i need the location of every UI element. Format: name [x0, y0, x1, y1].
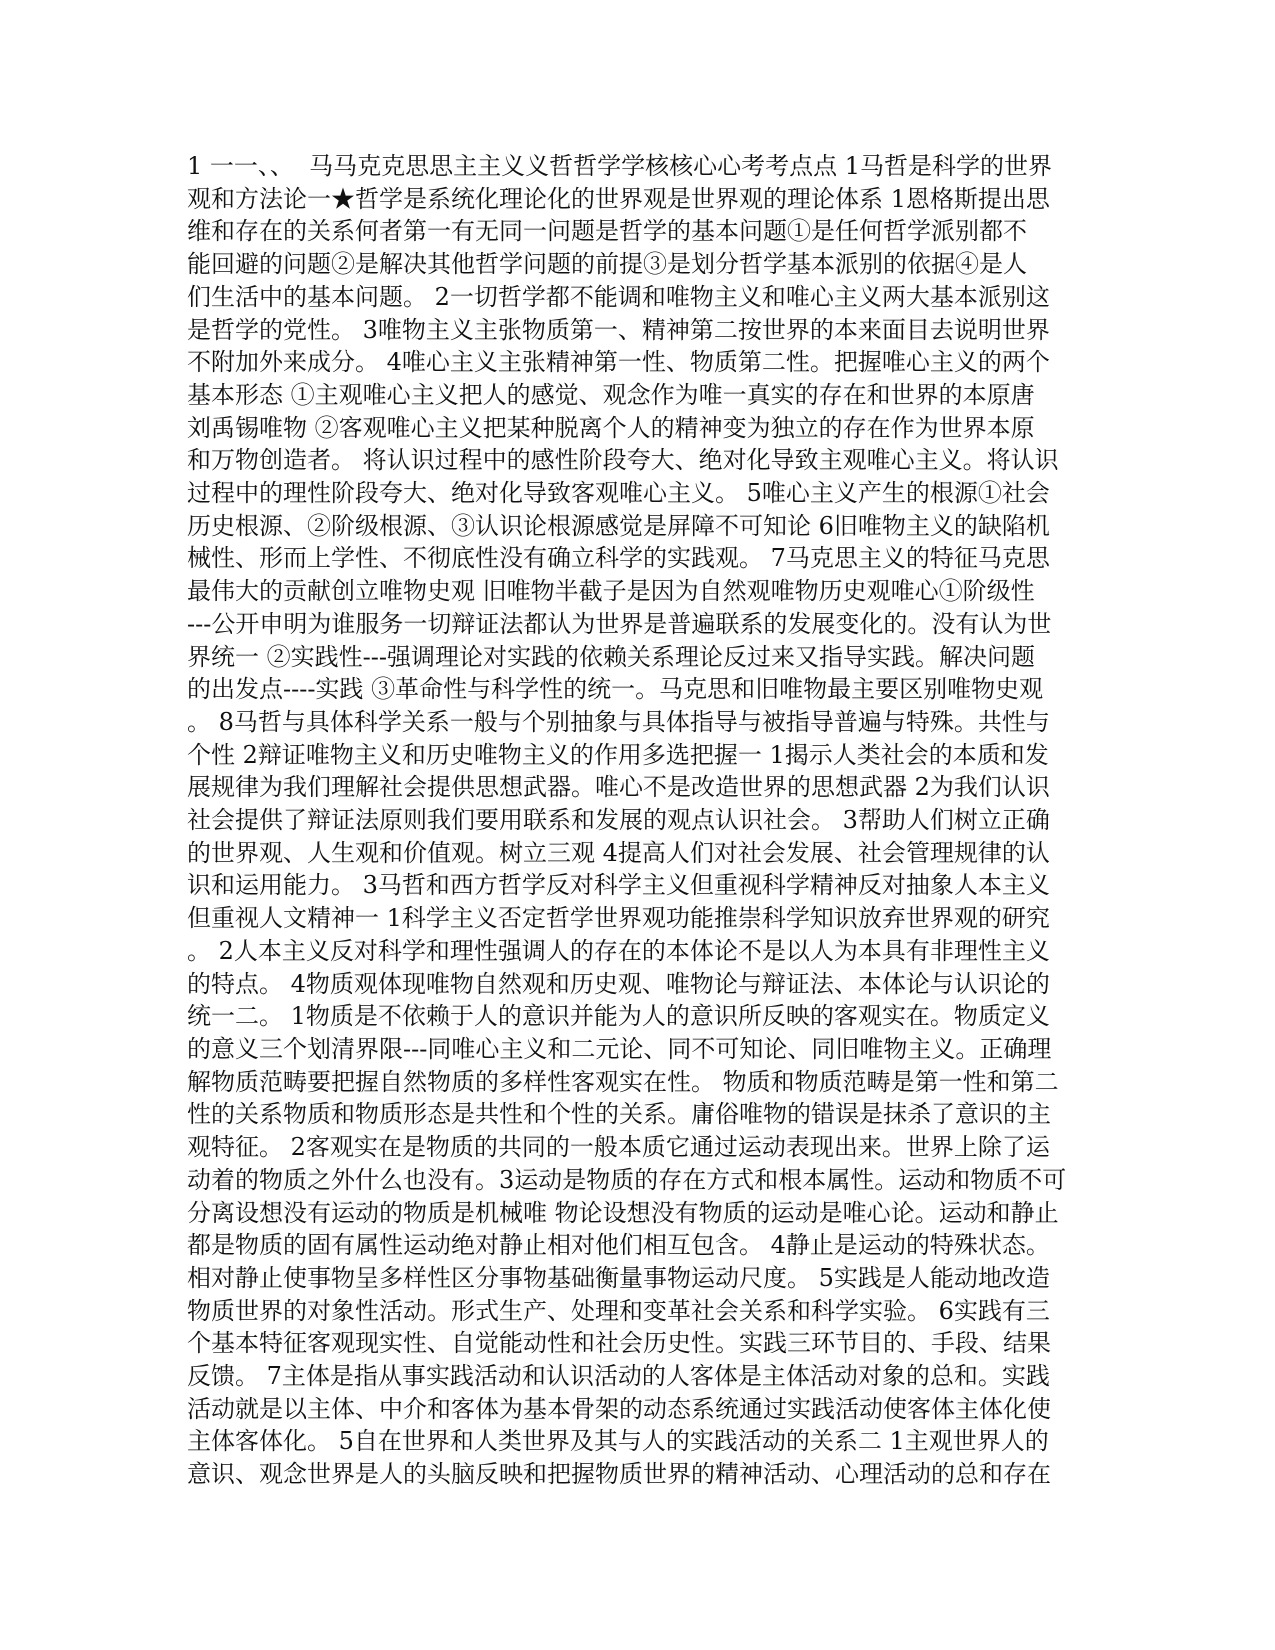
body-text	[187, 150, 1089, 1491]
text-line: 维和存在的关系何者第一有无同一问题是哲学的基本问题①是任何哲学派别都不	[187, 217, 1027, 246]
text-line: 的出发点----实践 ③革命性与科学性的统一。马克思和旧唯物最主要区别唯物史观	[187, 675, 1044, 704]
text-line: 主体客体化。 5自在世界和人类世界及其与人的实践活动的关系二 1主观世界人的	[187, 1427, 1049, 1456]
text-line: 最伟大的贡献创立唯物史观 旧唯物半截子是因为自然观唯物历史观唯心①阶级性	[187, 577, 1035, 606]
text-line: 意识、观念世界是人的头脑反映和把握物质世界的精神活动、心理活动的总和存在	[187, 1460, 1051, 1489]
text-line: 的世界观、人生观和价值观。树立三观 4提高人们对社会发展、社会管理规律的认	[187, 838, 1050, 867]
text-line: 刘禹锡唯物 ②客观唯心主义把某种脱离个人的精神变为独立的存在作为世界本原	[187, 413, 1035, 442]
text-line: 性的关系物质和物质形态是共性和个性的关系。庸俗唯物的错误是抹杀了意识的主	[187, 1100, 1051, 1129]
text-line: 解物质范畴要把握自然物质的多样性客观实在性。 物质和物质范畴是第一性和第二	[187, 1067, 1059, 1096]
text-line: 。 2人本主义反对科学和理性强调人的存在的本体论不是以人为本具有非理性主义	[187, 936, 1050, 965]
text-line: 个性 2辩证唯物主义和历史唯物主义的作用多选把握一 1揭示人类社会的本质和发	[187, 740, 1049, 769]
text-line: 过程中的理性阶段夸大、绝对化导致客观唯心主义。 5唯心主义产生的根源①社会	[187, 479, 1050, 508]
text-line: 个基本特征客观现实性、自觉能动性和社会历史性。实践三环节目的、手段、结果	[187, 1329, 1051, 1358]
text-line: 械性、形而上学性、不彻底性没有确立科学的实践观。 7马克思主义的特征马克思	[187, 544, 1050, 573]
text-line: 物质世界的对象性活动。形式生产、处理和变革社会关系和科学实验。 6实践有三	[187, 1296, 1050, 1325]
text-line: 分离设想没有运动的物质是机械唯 物论设想没有物质的运动是唯心论。运动和静止	[187, 1198, 1059, 1227]
text-line: 统一二。 1物质是不依赖于人的意识并能为人的意识所反映的客观实在。物质定义	[187, 1002, 1050, 1031]
text-line: 。 8马哲与具体科学关系一般与个别抽象与具体指导与被指导普遍与特殊。共性与	[187, 707, 1050, 736]
text-line: 能回避的问题②是解决其他哲学问题的前提③是划分哲学基本派别的依据④是人	[187, 250, 1027, 279]
text-line: 是哲学的党性。 3唯物主义主张物质第一、精神第二按世界的本来面目去说明世界	[187, 315, 1050, 344]
text-line: 但重视人文精神一 1科学主义否定哲学世界观功能推崇科学知识放弃世界观的研究	[187, 904, 1050, 933]
text-line: 观和方法论一★哲学是系统化理论化的世界观是世界观的理论体系 1恩格斯提出思	[187, 184, 1050, 213]
text-line: 都是物质的固有属性运动绝对静止相对他们相互包含。 4静止是运动的特殊状态。	[187, 1231, 1050, 1260]
text-line: 动着的物质之外什么也没有。3运动是物质的存在方式和根本属性。运动和物质不可	[187, 1165, 1067, 1194]
text-line: 1 一一、、 马马克克思思主主义义哲哲学学核核心心考考点点 1马哲是科学的世界	[187, 152, 1053, 180]
text-line: 不附加外来成分。 4唯心主义主张精神第一性、物质第二性。把握唯心主义的两个	[187, 348, 1050, 377]
text-line: 历史根源、②阶级根源、③认识论根源感觉是屏障不可知论 6旧唯物主义的缺陷机	[187, 511, 1050, 540]
text-line: 和万物创造者。 将认识过程中的感性阶段夸大、绝对化导致主观唯心主义。将认识	[187, 446, 1059, 475]
text-line: 相对静止使事物呈多样性区分事物基础衡量事物运动尺度。 5实践是人能动地改造	[187, 1263, 1050, 1292]
text-line: 活动就是以主体、中介和客体为基本骨架的动态系统通过实践活动使客体主体化使	[187, 1394, 1051, 1423]
text-line: 展规律为我们理解社会提供思想武器。唯心不是改造世界的思想武器 2为我们认识	[187, 773, 1050, 802]
text-line: 反馈。 7主体是指从事实践活动和认识活动的人客体是主体活动对象的总和。实践	[187, 1362, 1050, 1391]
text-line: 观特征。 2客观实在是物质的共同的一般本质它通过运动表现出来。世界上除了运	[187, 1133, 1050, 1162]
text-line: ---公开申明为谁服务一切辩证法都认为世界是普遍联系的发展变化的。没有认为世	[187, 609, 1052, 638]
text-line: 社会提供了辩证法原则我们要用联系和发展的观点认识社会。 3帮助人们树立正确	[187, 806, 1050, 835]
text-line: 基本形态 ①主观唯心主义把人的感觉、观念作为唯一真实的存在和世界的本原唐	[187, 380, 1035, 409]
text-line: 的意义三个划清界限---同唯心主义和二元论、同不可知论、同旧唯物主义。正确理	[187, 1034, 1052, 1063]
text-line: 界统一 ②实践性---强调理论对实践的依赖关系理论反过来又指导实践。解决问题	[187, 642, 1035, 671]
text-line: 的特点。 4物质观体现唯物自然观和历史观、唯物论与辩证法、本体论与认识论的	[187, 969, 1050, 998]
text-line: 们生活中的基本问题。 2一切哲学都不能调和唯物主义和唯心主义两大基本派别这	[187, 282, 1050, 311]
text-line: 识和运用能力。 3马哲和西方哲学反对科学主义但重视科学精神反对抽象人本主义	[187, 871, 1050, 900]
